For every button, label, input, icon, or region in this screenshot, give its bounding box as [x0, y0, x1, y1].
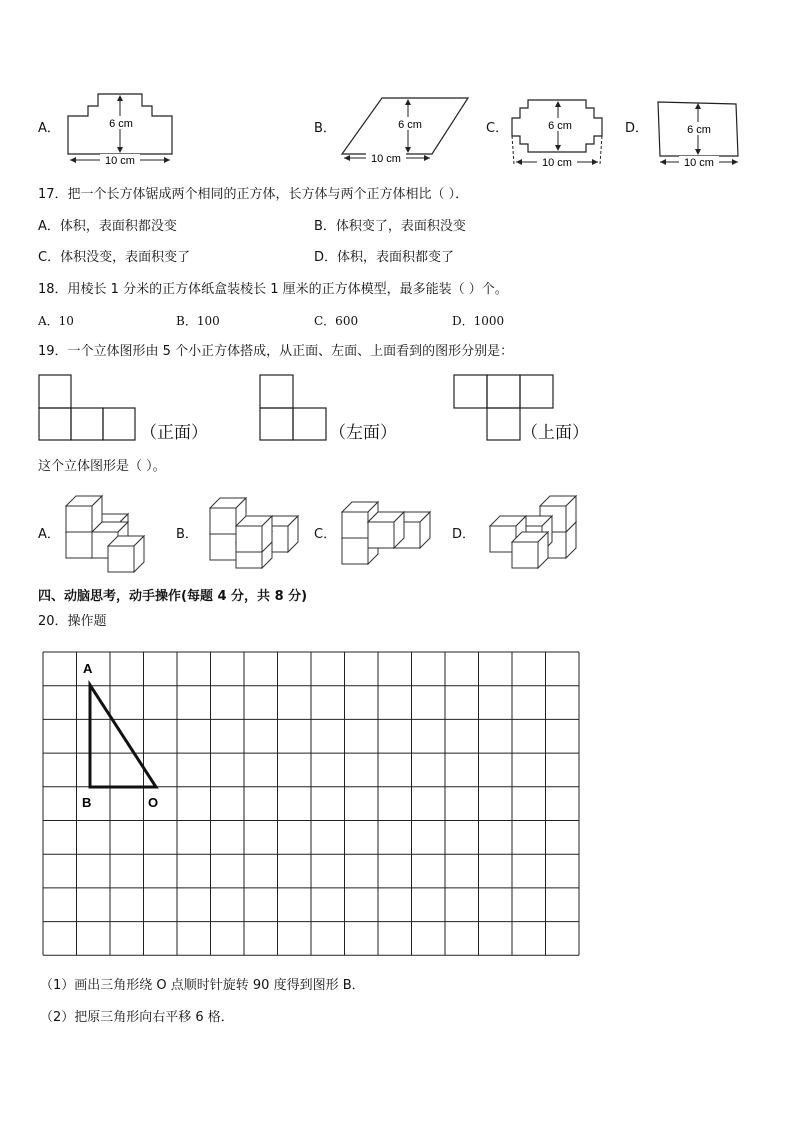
q19-front-view: [38, 374, 138, 442]
q16-d-width: 10 cm: [684, 157, 714, 169]
cube-3: [66, 496, 102, 532]
point-o-label: O: [148, 795, 159, 810]
point-a-label: A: [83, 661, 93, 676]
q19-figure-c: [338, 498, 436, 564]
q17-option-d: D．体积，表面积都变了: [314, 250, 455, 265]
q18-stem: 18．用棱长 1 分米的正方体纸盒装棱长 1 厘米的正方体模型，最多能装（ ）个。: [38, 282, 508, 297]
q19-figure-a: [62, 496, 154, 566]
q19-option-a-label: A．: [38, 527, 60, 542]
q16-a-height: 6 cm: [109, 118, 133, 130]
q16-a-width: 10 cm: [105, 155, 135, 167]
q16-b-height: 6 cm: [398, 119, 422, 131]
section-4-title: 四、动脑思考，动手操作(每题 4 分，共 8 分): [38, 589, 308, 604]
cube-5: [236, 516, 272, 552]
q16-option-a-label: A．: [38, 121, 60, 136]
cube-5: [108, 536, 144, 572]
cube-5: [512, 532, 548, 568]
q16-figure-b: [336, 92, 476, 164]
q17-option-c: C．体积没变，表面积变了: [38, 250, 191, 265]
q16-d-height: 6 cm: [687, 124, 711, 136]
q19-option-c-label: C．: [314, 527, 337, 542]
q19-left-view: [259, 374, 329, 442]
q20-task-1: （1）画出三角形绕 O 点顺时针旋转 90 度得到图形 B．: [40, 978, 365, 993]
q16-option-d-label: D．: [625, 121, 649, 136]
q19-left-view-label: （左面）: [329, 423, 397, 443]
q18-option-b: B．100: [176, 314, 220, 328]
q16-figure-c: [506, 92, 610, 168]
q16-c-height: 6 cm: [548, 120, 572, 132]
q19-stem: 19．一个立体图形由 5 个小正方体搭成，从正面、左面、上面看到的图形分别是：: [38, 344, 514, 359]
grid-lines: [43, 652, 579, 955]
q20-grid: [42, 651, 578, 957]
q19-option-b-label: B．: [176, 527, 198, 542]
q20-title: 20．操作题: [38, 614, 107, 629]
q19-figure-b: [206, 488, 298, 568]
q19-front-view-label: （正面）: [140, 423, 208, 443]
triangle-abo: [90, 685, 156, 787]
q18-option-d: D．1000: [452, 314, 505, 328]
q17-option-a: A．体积，表面积都没变: [38, 219, 177, 234]
q19-question: 这个立体图形是（ ）。: [38, 459, 166, 474]
q17-stem: 17．把一个长方体锯成两个相同的正方体，长方体与两个正方体相比（ ）．: [38, 187, 469, 202]
q19-figure-d: [486, 496, 578, 566]
q16-option-b-label: B．: [314, 121, 336, 136]
q18-option-c: C．600: [314, 314, 359, 328]
q19-top-view-label: （上面）: [521, 423, 589, 443]
q20-task-2: （2）把原三角形向右平移 6 格．: [40, 1010, 234, 1025]
q16-figure-a: [60, 88, 180, 167]
q16-c-width: 10 cm: [542, 157, 572, 169]
cube-5: [368, 512, 404, 548]
q17-option-b: B．体积变了，表面积没变: [314, 219, 466, 234]
q18-option-a: A．10: [38, 314, 74, 328]
q19-option-d-label: D．: [452, 527, 476, 542]
q16-option-c-label: C．: [486, 121, 509, 136]
q16-b-width: 10 cm: [371, 153, 401, 165]
point-b-label: B: [82, 795, 92, 810]
q16-figure-d: [652, 96, 744, 168]
